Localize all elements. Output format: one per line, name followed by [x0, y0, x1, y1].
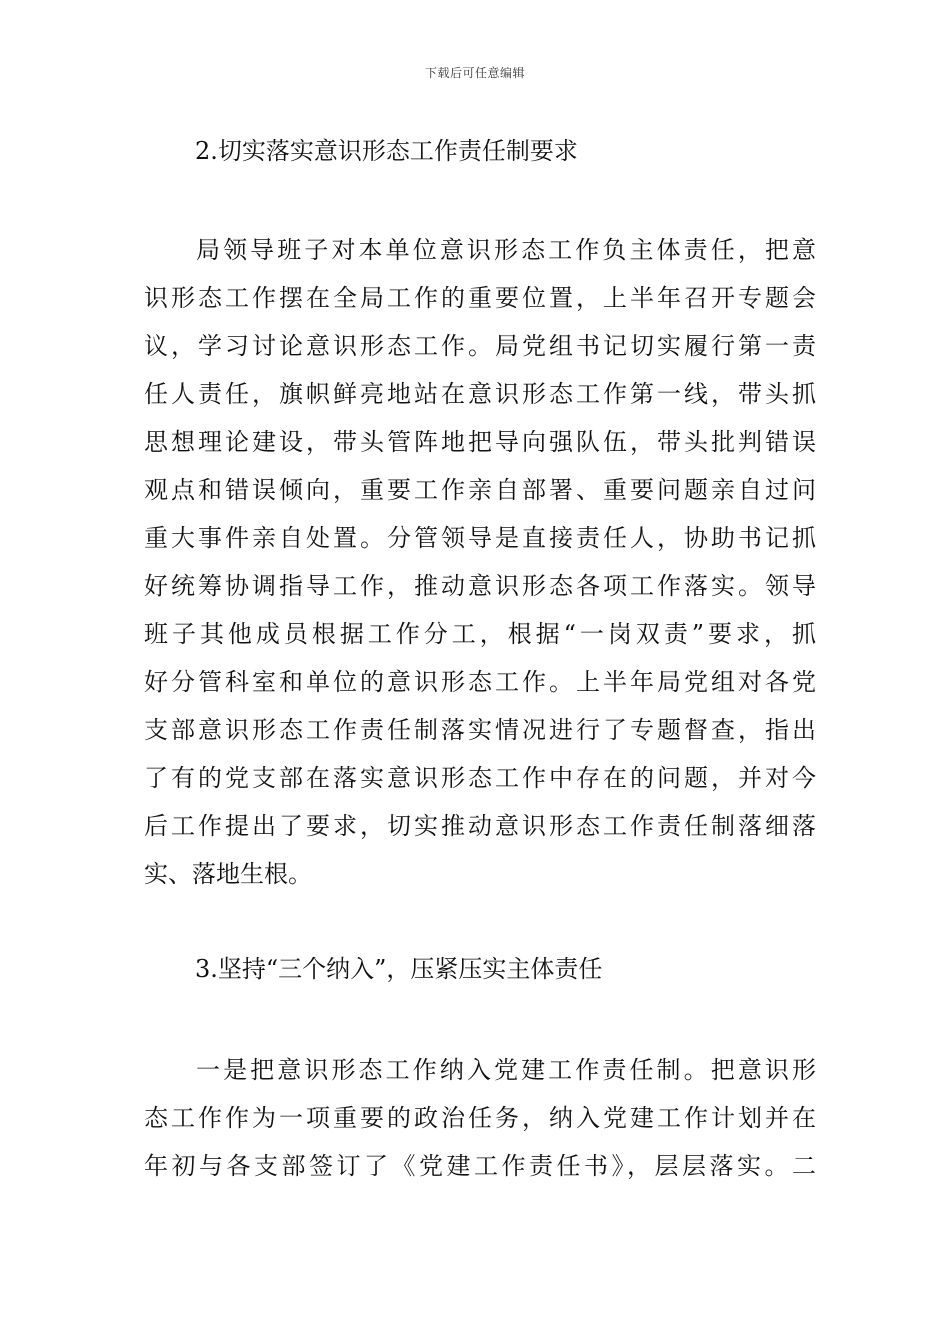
- paragraph-line: 重大事件亲自处置。分管领导是直接责任人，协助书记抓: [144, 524, 816, 552]
- paragraph-line: 后工作提出了要求，切实推动意识形态工作责任制落细落: [144, 812, 816, 840]
- paragraph-line: 好统筹协调指导工作，推动意识形态各项工作落实。领导: [144, 572, 816, 600]
- paragraph-line: 年初与各支部签订了《党建工作责任书》，层层落实。二: [144, 1152, 816, 1180]
- section-heading-3: 3.坚持“三个纳入”，压紧压实主体责任: [195, 955, 603, 983]
- paragraph-line: 实、落地生根。: [144, 860, 312, 888]
- paragraph-line: 了有的党支部在落实意识形态工作中存在的问题，并对今: [144, 764, 816, 792]
- section-2-paragraph: [144, 226, 816, 898]
- paragraph-line: 议，学习讨论意识形态工作。局党组书记切实履行第一责: [144, 332, 816, 360]
- paragraph-line: 识形态工作摆在全局工作的重要位置，上半年召开专题会: [144, 284, 816, 312]
- paragraph-line: 班子其他成员根据工作分工，根据“一岗双责”要求，抓: [144, 620, 816, 648]
- paragraph-line: 思想理论建设，带头管阵地把导向强队伍，带头批判错误: [144, 428, 816, 456]
- paragraph-line: 一是把意识形态工作纳入党建工作责任制。把意识形: [196, 1056, 816, 1084]
- paragraph-line: 局领导班子对本单位意识形态工作负主体责任，把意: [196, 236, 816, 264]
- paragraph-line: 任人责任，旗帜鲜亮地站在意识形态工作第一线，带头抓: [144, 380, 816, 408]
- section-3-paragraph: [144, 1046, 816, 1190]
- paragraph-line: 好分管科室和单位的意识形态工作。上半年局党组对各党: [144, 668, 816, 696]
- paragraph-line: 观点和错误倾向，重要工作亲自部署、重要问题亲自过问: [144, 476, 816, 504]
- paragraph-line: 支部意识形态工作责任制落实情况进行了专题督查，指出: [144, 716, 816, 744]
- section-heading-2: 2.切实落实意识形态工作责任制要求: [195, 137, 578, 165]
- header-note: 下载后可任意编辑: [424, 66, 525, 80]
- paragraph-line: 态工作作为一项重要的政治任务，纳入党建工作计划并在: [144, 1104, 816, 1132]
